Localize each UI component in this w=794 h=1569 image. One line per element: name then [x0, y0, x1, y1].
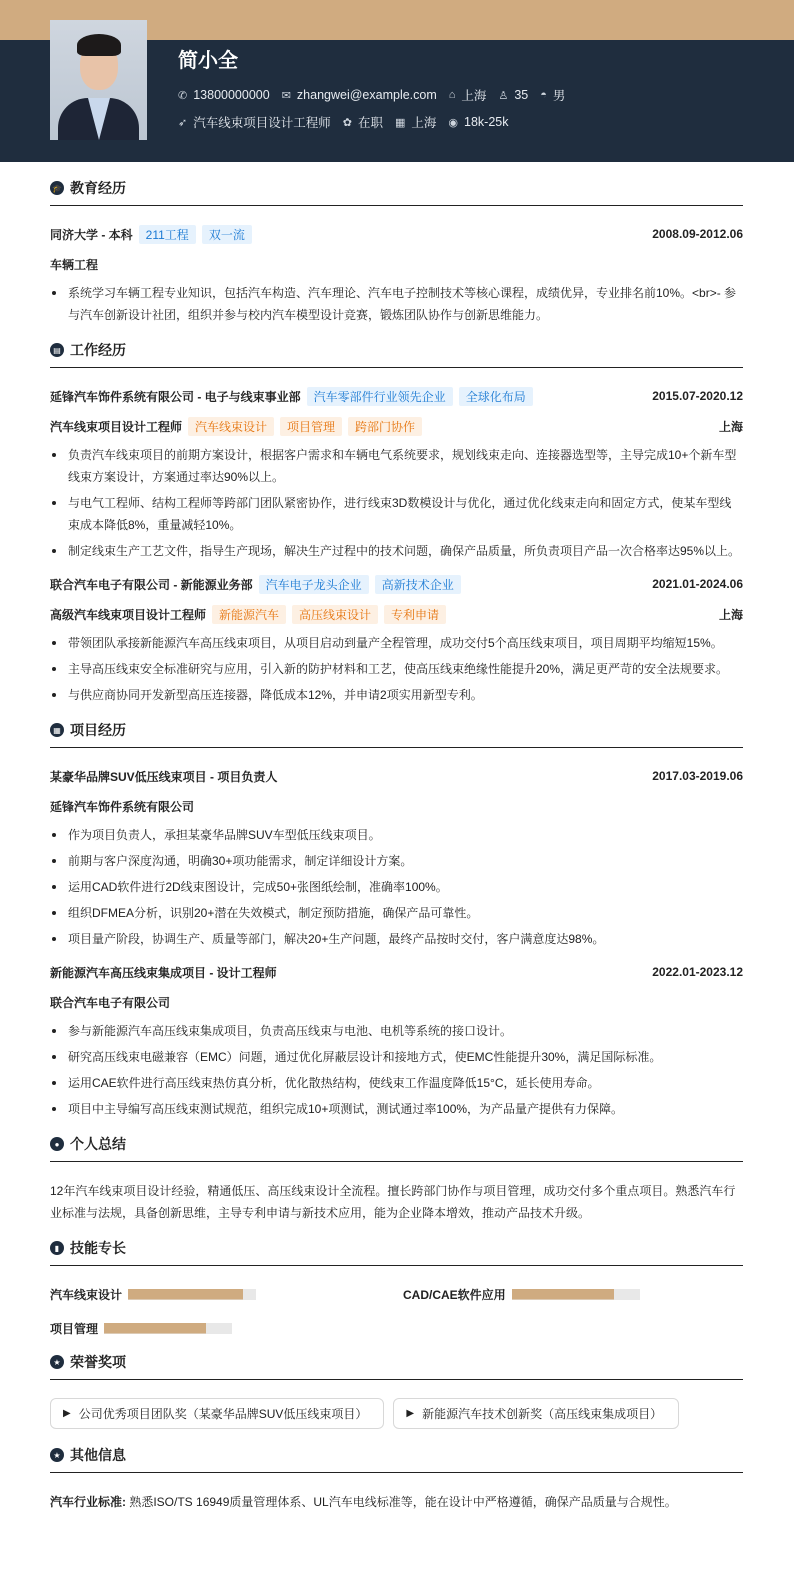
status-icon: ✿: [342, 116, 352, 129]
email: zhangwei@example.com: [296, 88, 437, 102]
skills-section: [50, 1238, 743, 1338]
section-title: 项目经历: [70, 722, 126, 738]
triangle-right-icon: ▶: [63, 1408, 71, 1419]
bullet: 带领团队承接新能源汽车高压线束项目，从项目启动到量产全程管理，成功交付5个高压线束项目，项目周期平均缩短15%。: [50, 632, 743, 654]
tag: 专利申请: [384, 605, 446, 624]
bullet: 项目量产阶段，协调生产、质量等部门，解决20+生产问题，最终产品按时交付，客户满意度达98%。: [50, 928, 743, 950]
tag: 跨部门协作: [348, 417, 422, 436]
project-entry: [50, 962, 743, 1120]
skill-bar: [512, 1289, 640, 1300]
school: 同济大学 - 本科: [50, 227, 133, 242]
skill-bar-fill: [128, 1289, 243, 1300]
tag: 汽车线束设计: [188, 417, 274, 436]
projects-section: [50, 720, 743, 1120]
other-label: 汽车行业标准:: [50, 1495, 126, 1509]
section-title: 其他信息: [70, 1447, 126, 1463]
date: 2017.03-2019.06: [652, 769, 743, 783]
job-status: 在职: [357, 116, 383, 130]
company: 延锋汽车饰件系统有限公司 - 电子与线束事业部: [50, 389, 301, 404]
bullet: 负责汽车线束项目的前期方案设计，根据客户需求和车辆电气系统要求，规划线束走向、连接器选型等，主导完成10+个新车型线束方案设计，方案通过率达90%以上。: [50, 444, 743, 488]
bullet: 作为项目负责人，承担某豪华品牌SUV车型低压线束项目。: [50, 824, 743, 846]
skill-bar-fill: [104, 1323, 206, 1334]
city: 上海: [461, 89, 487, 103]
phone: 13800000000: [193, 88, 270, 102]
summary-section: [50, 1134, 743, 1224]
work-city: 上海: [411, 116, 437, 130]
date: 2015.07-2020.12: [652, 389, 743, 403]
role: 汽车线束项目设计工程师: [50, 419, 183, 434]
tag: 双一流: [202, 225, 252, 244]
tag: 211工程: [139, 225, 196, 244]
project-entry: [50, 766, 743, 950]
awards-section: [50, 1352, 743, 1429]
project-company: 联合汽车电子有限公司: [50, 995, 171, 1010]
tag: 高新技术企业: [375, 575, 461, 594]
section-title: 个人总结: [70, 1136, 126, 1152]
work-section: [50, 340, 743, 706]
award-item: [393, 1398, 679, 1429]
award-item: [50, 1398, 384, 1429]
date: 2022.01-2023.12: [652, 965, 743, 979]
bullet: 系统学习车辆工程专业知识，包括汽车构造、汽车理论、汽车电子控制技术等核心课程，成绩优异，专业排名前10%。<br>- 参与汽车创新设计社团，组织并参与校内汽车模型设计竞赛，锻炼团队协作与创新思维能力。: [50, 282, 743, 326]
contact-info-row: [178, 86, 565, 104]
salary: 18k-25k: [464, 115, 509, 129]
section-title: 荣誉奖项: [70, 1354, 126, 1370]
target-position: 汽车线束项目设计工程师: [193, 116, 331, 130]
bar-chart-icon: ▮: [50, 1241, 64, 1255]
skill-name: 汽车线束设计: [50, 1287, 123, 1302]
bullet: 运用CAE软件进行高压线束热仿真分析，优化散热结构，使线束工作温度降低15°C，延长使用寿命。: [50, 1072, 743, 1094]
grid-icon: ▦: [50, 723, 64, 737]
skill-bar-fill: [512, 1289, 614, 1300]
bullet: 与供应商协同开发新型高压连接器，降低成本12%，并申请2项实用新型专利。: [50, 684, 743, 706]
age: 35: [514, 88, 529, 102]
skill-bar: [104, 1323, 232, 1334]
date: 2021.01-2024.06: [652, 577, 743, 591]
award-name: 公司优秀项目团队奖（某豪华品牌SUV低压线束项目）: [78, 1407, 368, 1421]
tag: 全球化布局: [459, 387, 533, 406]
gender-icon: ◓: [540, 89, 547, 101]
work-entry: [50, 574, 743, 706]
date: 2008.09-2012.06: [652, 227, 743, 241]
project-name: 新能源汽车高压线束集成项目 - 设计工程师: [50, 965, 277, 980]
tag: 项目管理: [280, 417, 342, 436]
bullet: 研究高压线束电磁兼容（EMC）问题，通过优化屏蔽层设计和接地方式，使EMC性能提升30%，满足国际标准。: [50, 1046, 743, 1068]
bullet: 参与新能源汽车高压线束集成项目，负责高压线束与电池、电机等系统的接口设计。: [50, 1020, 743, 1042]
info-icon: ★: [50, 1448, 64, 1462]
award-icon: ★: [50, 1355, 64, 1369]
tag: 新能源汽车: [212, 605, 286, 624]
skill-name: CAD/CAE软件应用: [403, 1287, 506, 1302]
skill-item: [50, 1318, 403, 1338]
other-section: [50, 1445, 743, 1513]
project-name: 某豪华品牌SUV低压线束项目 - 项目负责人: [50, 769, 278, 784]
major: 车辆工程: [50, 257, 99, 272]
section-title: 工作经历: [70, 342, 126, 358]
gender: 男: [552, 89, 566, 103]
mail-icon: ✉: [281, 89, 291, 102]
bullet: 制定线束生产工艺文件，指导生产现场，解决生产过程中的技术问题，确保产品质量，所负责项目产品一次合格率达95%以上。: [50, 540, 743, 562]
project-company: 延锋汽车饰件系统有限公司: [50, 799, 195, 814]
triangle-right-icon: ▶: [406, 1408, 415, 1419]
avatar-photo: [50, 20, 147, 140]
home-icon: ⌂: [448, 89, 456, 101]
send-icon: ➶: [178, 116, 188, 129]
award-name: 新能源汽车技术创新奖（高压线束集成项目）: [422, 1407, 663, 1421]
tag: 高压线束设计: [292, 605, 378, 624]
section-title: 技能专长: [70, 1240, 126, 1256]
bullet: 组织DFMEA分析，识别20+潜在失效模式，制定预防措施，确保产品可靠性。: [50, 902, 743, 924]
bullet: 运用CAD软件进行2D线束图设计，完成50+张图纸绘制，准确率100%。: [50, 876, 743, 898]
building-icon: ▦: [394, 116, 406, 129]
section-title: 教育经历: [70, 180, 126, 196]
city: 上海: [718, 607, 743, 622]
skill-name: 项目管理: [50, 1321, 99, 1336]
other-text: 熟悉ISO/TS 16949质量管理体系、UL汽车电线标准等，能在设计中严格遵循，确保产品质量与合规性。: [129, 1495, 677, 1509]
work-entry: [50, 386, 743, 562]
salary-icon: ◉: [448, 116, 458, 129]
cake-icon: ♙: [498, 89, 509, 102]
skill-bar: [128, 1289, 256, 1300]
candidate-name: 简小全: [178, 50, 238, 72]
graduation-cap-icon: 🎓: [50, 181, 64, 195]
company: 联合汽车电子有限公司 - 新能源业务部: [50, 577, 253, 592]
bullet: 前期与客户深度沟通，明确30+项功能需求，制定详细设计方案。: [50, 850, 743, 872]
briefcase-icon: ▤: [50, 343, 64, 357]
summary-text: 12年汽车线束项目设计经验，精通低压、高压线束设计全流程。擅长跨部门协作与项目管理，成功交付多个重点项目。熟悉汽车行业标准与法规，具备创新思维，主导专利申请与新技术应用，能为企业降本增效，推动产品技术升级。: [50, 1184, 736, 1220]
bullet: 主导高压线束安全标准研究与应用，引入新的防护材料和工艺，使高压线束绝缘性能提升20%，满足更严苛的安全法规要求。: [50, 658, 743, 680]
bullet: 项目中主导编写高压线束测试规范，组织完成10+项测试，测试通过率100%，为产品量产提供有力保障。: [50, 1098, 743, 1120]
job-info-row: [178, 113, 508, 131]
education-section: [50, 178, 743, 326]
tag: 汽车电子龙头企业: [259, 575, 369, 594]
phone-icon: ✆: [178, 89, 188, 102]
city: 上海: [718, 419, 743, 434]
user-icon: ●: [50, 1137, 64, 1151]
skill-item: [50, 1284, 403, 1304]
tag: 汽车零部件行业领先企业: [307, 387, 453, 406]
skill-item: [403, 1284, 743, 1304]
role: 高级汽车线束项目设计工程师: [50, 607, 207, 622]
bullet: 与电气工程师、结构工程师等跨部门团队紧密协作，进行线束3D数模设计与优化，通过优化线束走向和固定方式，使某车型线束成本降低8%，重量减轻10%。: [50, 492, 743, 536]
